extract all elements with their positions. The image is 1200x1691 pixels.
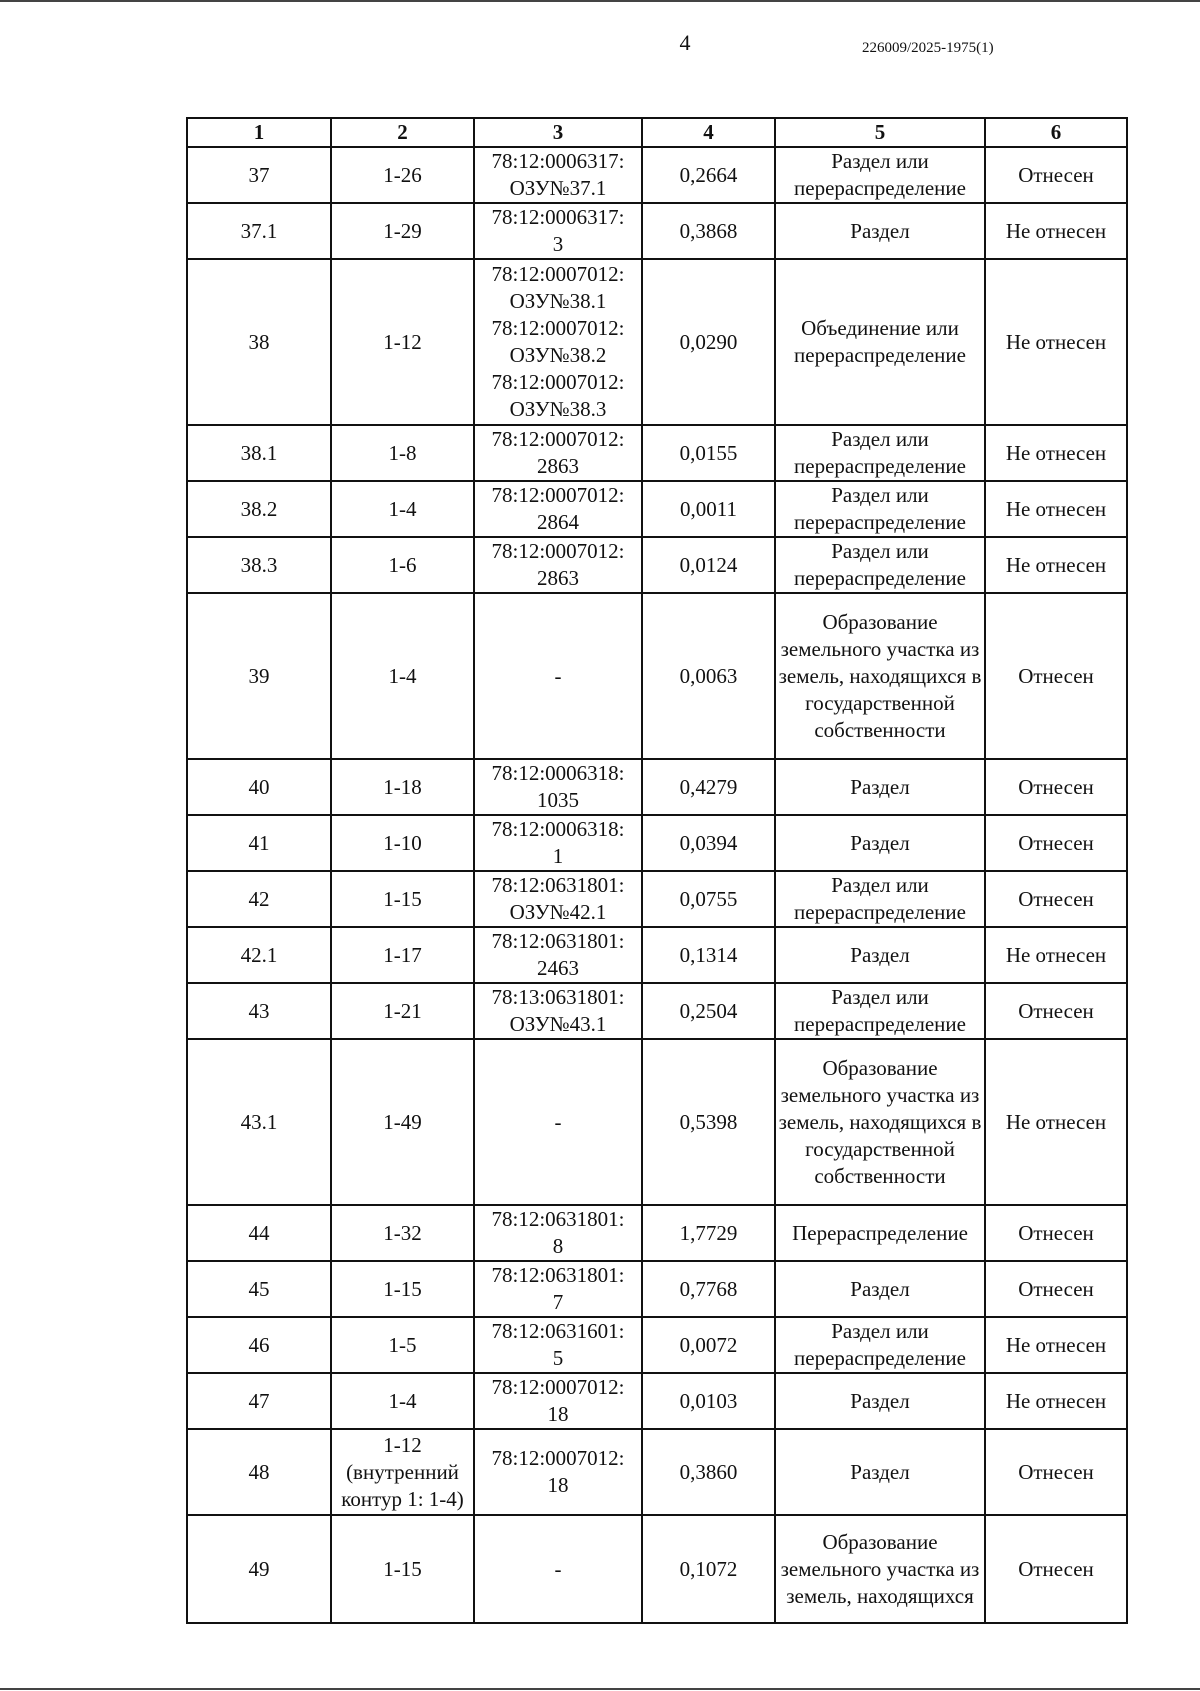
cadastral-line: 78:12:0631801: [491,929,625,953]
cadastral-line: 18 [547,1473,569,1497]
column-header-4: 4 [642,118,775,147]
cadastral-line: 1035 [537,788,579,812]
cell-area: 0,7768 [642,1261,775,1317]
page-number: 4 [679,30,691,55]
cadastral-line: ОЗУ№42.1 [509,900,607,924]
cell-cadastral-number [474,983,642,1039]
cell-points: 1-26 [331,147,474,203]
cell-points: 1-8 [331,425,474,481]
cell-status: Не отнесен [985,1317,1127,1373]
cell-status: Не отнесен [985,1373,1127,1429]
cell-plot-number: 38.2 [187,481,331,537]
cadastral-line: 18 [547,1402,569,1426]
cadastral-line: 78:12:0007012: [491,539,625,563]
cell-formation-method: Раздел [775,1373,985,1429]
cell-formation-method: Объединение или перераспределение [775,259,985,425]
cell-formation-method: Раздел или перераспределение [775,871,985,927]
cadastral-line: 5 [552,1346,564,1370]
cadastral-line: 78:13:0631801: [491,985,625,1009]
cadastral-line: - [554,1109,562,1134]
column-header-5: 5 [775,118,985,147]
cadastral-line: 78:12:0006318: [491,817,625,841]
cell-cadastral-number [474,203,642,259]
cadastral-line: 78:12:0007012: [491,1375,625,1399]
cadastral-line: ОЗУ№38.1 [509,289,607,313]
cadastral-line: ОЗУ№38.3 [509,397,607,421]
cell-area: 0,2504 [642,983,775,1039]
cell-points: 1-32 [331,1205,474,1261]
cell-status: Отнесен [985,871,1127,927]
cell-formation-method: Образование земельного участка из земель, находящихся в государственной собственности [775,1039,985,1205]
cell-formation-method: Раздел или перераспределение [775,1317,985,1373]
cell-plot-number: 37 [187,147,331,203]
cell-cadastral-number [474,1205,642,1261]
table-row [187,1317,1127,1373]
cell-area: 0,3868 [642,203,775,259]
table-row [187,1261,1127,1317]
cell-status: Отнесен [985,1205,1127,1261]
cell-area: 0,4279 [642,759,775,815]
cell-formation-method: Раздел или перераспределение [775,425,985,481]
cell-formation-method: Раздел или перераспределение [775,147,985,203]
cell-points: 1-18 [331,759,474,815]
cell-area: 0,0011 [642,481,775,537]
cadastral-line: 78:12:0007012: [491,316,625,340]
cell-plot-number: 41 [187,815,331,871]
cadastral-line: 7 [552,1290,564,1314]
cadastral-line: 2863 [537,566,579,590]
cadastral-line: 2863 [537,454,579,478]
cell-area: 0,1314 [642,927,775,983]
cell-cadastral-number [474,481,642,537]
column-header-3: 3 [474,118,642,147]
cell-points: 1-17 [331,927,474,983]
cell-status: Не отнесен [985,481,1127,537]
cell-formation-method: Раздел [775,927,985,983]
cell-plot-number: 37.1 [187,203,331,259]
cell-points: 1-21 [331,983,474,1039]
cell-plot-number: 43.1 [187,1039,331,1205]
cell-area: 1,7729 [642,1205,775,1261]
cell-plot-number: 45 [187,1261,331,1317]
cell-points: 1-5 [331,1317,474,1373]
cadastral-line: 8 [552,1234,564,1258]
table-row [187,1205,1127,1261]
cell-plot-number: 38.1 [187,425,331,481]
cell-area: 0,0072 [642,1317,775,1373]
cadastral-line: 78:12:0631801: [491,1207,625,1231]
cadastral-line: 78:12:0006317: [491,205,625,229]
column-header-2: 2 [331,118,474,147]
cell-status: Не отнесен [985,203,1127,259]
cell-formation-method: Образование земельного участка из земель, находящихся [775,1515,985,1623]
cell-area: 0,0290 [642,259,775,425]
cell-formation-method: Раздел или перераспределение [775,983,985,1039]
cell-plot-number: 42 [187,871,331,927]
table-row [187,1515,1127,1623]
cell-formation-method: Раздел или перераспределение [775,481,985,537]
cell-cadastral-number [474,1429,642,1515]
cell-area: 0,0755 [642,871,775,927]
table-row [187,147,1127,203]
table-row [187,259,1127,425]
cell-cadastral-number [474,1261,642,1317]
cell-area: 0,0103 [642,1373,775,1429]
cell-status: Отнесен [985,593,1127,759]
cell-formation-method: Образование земельного участка из земель, находящихся в государственной собственности [775,593,985,759]
table-header [187,118,1127,147]
cadastral-line: 78:12:0007012: [491,262,625,286]
cadastral-line: 2864 [537,510,579,534]
cell-area: 0,0155 [642,425,775,481]
cell-formation-method: Перераспределение [775,1205,985,1261]
table-row [187,815,1127,871]
cell-cadastral-number [474,593,642,759]
cell-cadastral-number [474,871,642,927]
cell-formation-method: Раздел [775,1261,985,1317]
scan-top-edge [0,0,1200,2]
cell-formation-method: Раздел [775,815,985,871]
cell-formation-method: Раздел [775,1429,985,1515]
cell-status: Отнесен [985,759,1127,815]
cell-points: 1-49 [331,1039,474,1205]
table-row [187,759,1127,815]
table-row [187,1429,1127,1515]
cadastral-line: 2463 [537,956,579,980]
cell-points: 1-29 [331,203,474,259]
cell-status: Не отнесен [985,537,1127,593]
cell-status: Отнесен [985,815,1127,871]
cell-status: Не отнесен [985,927,1127,983]
cell-formation-method: Раздел [775,759,985,815]
cell-formation-method: Раздел или перераспределение [775,537,985,593]
cell-points: 1-15 [331,1261,474,1317]
scan-bottom-edge [0,1688,1200,1690]
cell-plot-number: 43 [187,983,331,1039]
cell-area: 0,1072 [642,1515,775,1623]
cell-status: Отнесен [985,147,1127,203]
column-header-1: 1 [187,118,331,147]
cadastral-line: 78:12:0006318: [491,761,625,785]
cell-cadastral-number [474,815,642,871]
cadastral-line: ОЗУ№37.1 [509,176,607,200]
cadastral-line: - [554,663,562,688]
cell-status: Не отнесен [985,259,1127,425]
cell-status: Не отнесен [985,425,1127,481]
table-body [187,147,1127,1623]
cell-area: 0,0124 [642,537,775,593]
cell-points: 1-15 [331,871,474,927]
cell-cadastral-number [474,147,642,203]
cadastral-line: 3 [552,232,564,256]
cell-cadastral-number [474,1373,642,1429]
cell-cadastral-number [474,537,642,593]
cadastral-line: ОЗУ№43.1 [509,1012,607,1036]
cadastral-line: - [554,1556,562,1581]
cadastral-line: 1 [552,844,564,868]
column-header-6: 6 [985,118,1127,147]
cell-plot-number: 46 [187,1317,331,1373]
cadastral-line: ОЗУ№38.2 [509,343,607,367]
cell-area: 0,0063 [642,593,775,759]
cell-plot-number: 39 [187,593,331,759]
cell-points: 1-12 (внутренний контур 1: 1-4) [331,1429,474,1515]
table-row [187,927,1127,983]
cell-points: 1-4 [331,481,474,537]
cell-status: Отнесен [985,1429,1127,1515]
cell-status: Отнесен [985,1515,1127,1623]
cell-plot-number: 49 [187,1515,331,1623]
cell-points: 1-12 [331,259,474,425]
cell-plot-number: 38 [187,259,331,425]
cadastral-line: 78:12:0006317: [491,149,625,173]
land-plots-table [186,117,1128,1624]
cell-points: 1-4 [331,593,474,759]
cell-area: 0,0394 [642,815,775,871]
cell-status: Не отнесен [985,1039,1127,1205]
table-row [187,481,1127,537]
table-row [187,1373,1127,1429]
table-row [187,425,1127,481]
table-row [187,203,1127,259]
cadastral-line: 78:12:0631801: [491,873,625,897]
cell-cadastral-number [474,927,642,983]
cell-area: 0,3860 [642,1429,775,1515]
table-row [187,593,1127,759]
cell-area: 0,5398 [642,1039,775,1205]
table-row [187,1039,1127,1205]
document-number: 226009/2025-1975(1) [862,40,994,56]
cell-cadastral-number [474,259,642,425]
cell-points: 1-10 [331,815,474,871]
table-row [187,983,1127,1039]
cell-formation-method: Раздел [775,203,985,259]
cadastral-line: 78:12:0007012: [491,483,625,507]
cell-cadastral-number [474,759,642,815]
cell-status: Отнесен [985,983,1127,1039]
cell-cadastral-number [474,1317,642,1373]
cell-plot-number: 38.3 [187,537,331,593]
cadastral-line: 78:12:0007012: [491,370,625,394]
cadastral-line: 78:12:0631801: [491,1263,625,1287]
cell-points: 1-15 [331,1515,474,1623]
cell-cadastral-number [474,425,642,481]
table-row [187,871,1127,927]
cell-points: 1-6 [331,537,474,593]
cadastral-line: 78:12:0631601: [491,1319,625,1343]
cell-plot-number: 40 [187,759,331,815]
header-row [187,118,1127,147]
cell-cadastral-number [474,1039,642,1205]
cell-plot-number: 42.1 [187,927,331,983]
cell-plot-number: 48 [187,1429,331,1515]
cell-status: Отнесен [985,1261,1127,1317]
cell-area: 0,2664 [642,147,775,203]
cadastral-line: 78:12:0007012: [491,1446,625,1470]
cell-cadastral-number [474,1515,642,1623]
cell-points: 1-4 [331,1373,474,1429]
cell-plot-number: 44 [187,1205,331,1261]
table-row [187,537,1127,593]
cell-plot-number: 47 [187,1373,331,1429]
cadastral-line: 78:12:0007012: [491,427,625,451]
